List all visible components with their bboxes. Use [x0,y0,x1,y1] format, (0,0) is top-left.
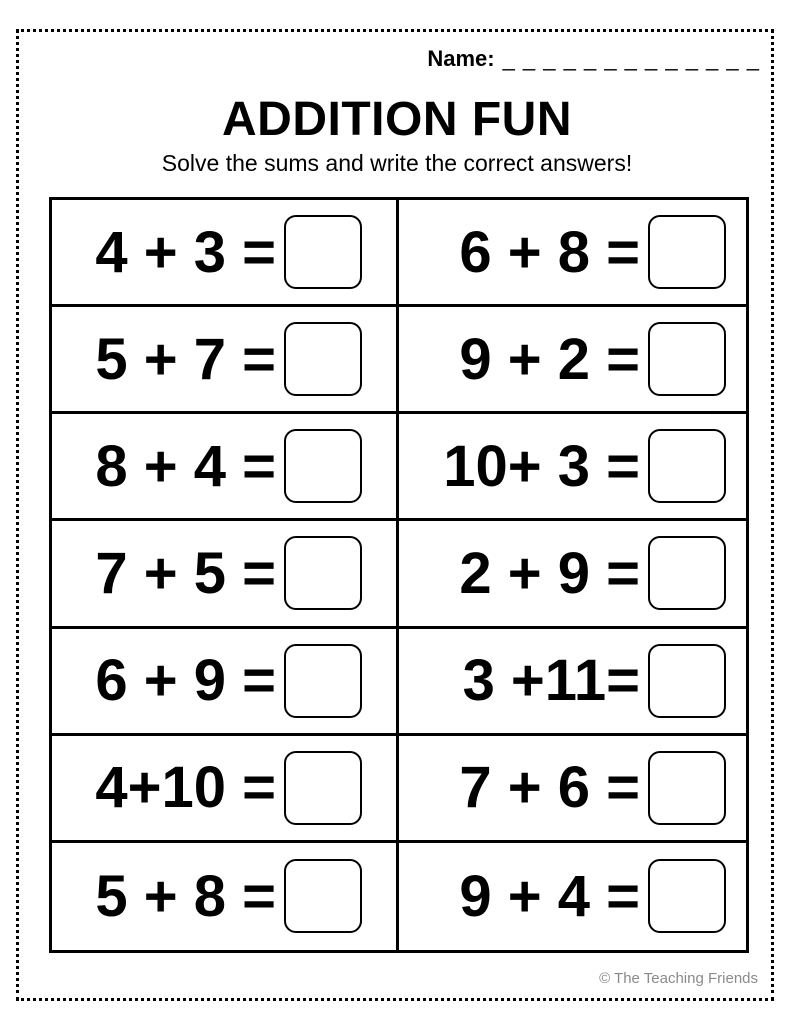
name-label: Name: [427,46,495,71]
problem-cell [52,736,399,843]
equation: 3 +11= [462,648,640,714]
problem-cell [399,414,746,521]
problem-cell [52,307,399,414]
problem-cell [52,629,399,736]
answer-box[interactable] [648,215,726,289]
answer-box[interactable] [648,644,726,718]
problem-cell [399,200,746,307]
answer-box[interactable] [284,644,362,718]
answer-box[interactable] [648,751,726,825]
answer-box[interactable] [284,215,362,289]
equation: 4+10 = [95,755,276,821]
equation: 5 + 7 = [95,326,276,392]
equation: 6 + 9 = [95,648,276,714]
problem-cell [399,843,746,950]
equation: 8 + 4 = [95,433,276,499]
equation: 7 + 6 = [459,755,640,821]
equation: 5 + 8 = [95,863,276,929]
problem-cell [52,414,399,521]
answer-box[interactable] [648,322,726,396]
problem-cell [399,736,746,843]
equation: 6 + 8 = [459,219,640,285]
equation: 7 + 5 = [95,540,276,606]
worksheet-title: ADDITION FUN [222,93,572,146]
problem-grid [49,197,749,953]
answer-box[interactable] [284,429,362,503]
problem-cell [399,629,746,736]
answer-box[interactable] [648,429,726,503]
worksheet-instructions: Solve the sums and write the correct answers! [161,150,633,176]
equation: 10+ 3 = [443,433,640,499]
problem-cell [399,521,746,628]
answer-box[interactable] [284,859,362,933]
copyright-notice: © The Teaching Friends [599,970,758,987]
name-field[interactable] [427,46,760,72]
answer-box[interactable] [284,536,362,610]
equation: 4 + 3 = [95,219,276,285]
problem-cell [52,200,399,307]
answer-box[interactable] [284,751,362,825]
name-blank-line[interactable]: _ _ _ _ _ _ _ _ _ _ _ _ _ [502,46,760,71]
answer-box[interactable] [648,859,726,933]
equation: 9 + 4 = [459,863,640,929]
equation: 2 + 9 = [459,540,640,606]
problem-cell [399,307,746,414]
answer-box[interactable] [284,322,362,396]
answer-box[interactable] [648,536,726,610]
problem-cell [52,843,399,950]
equation: 9 + 2 = [459,326,640,392]
problem-cell [52,521,399,628]
